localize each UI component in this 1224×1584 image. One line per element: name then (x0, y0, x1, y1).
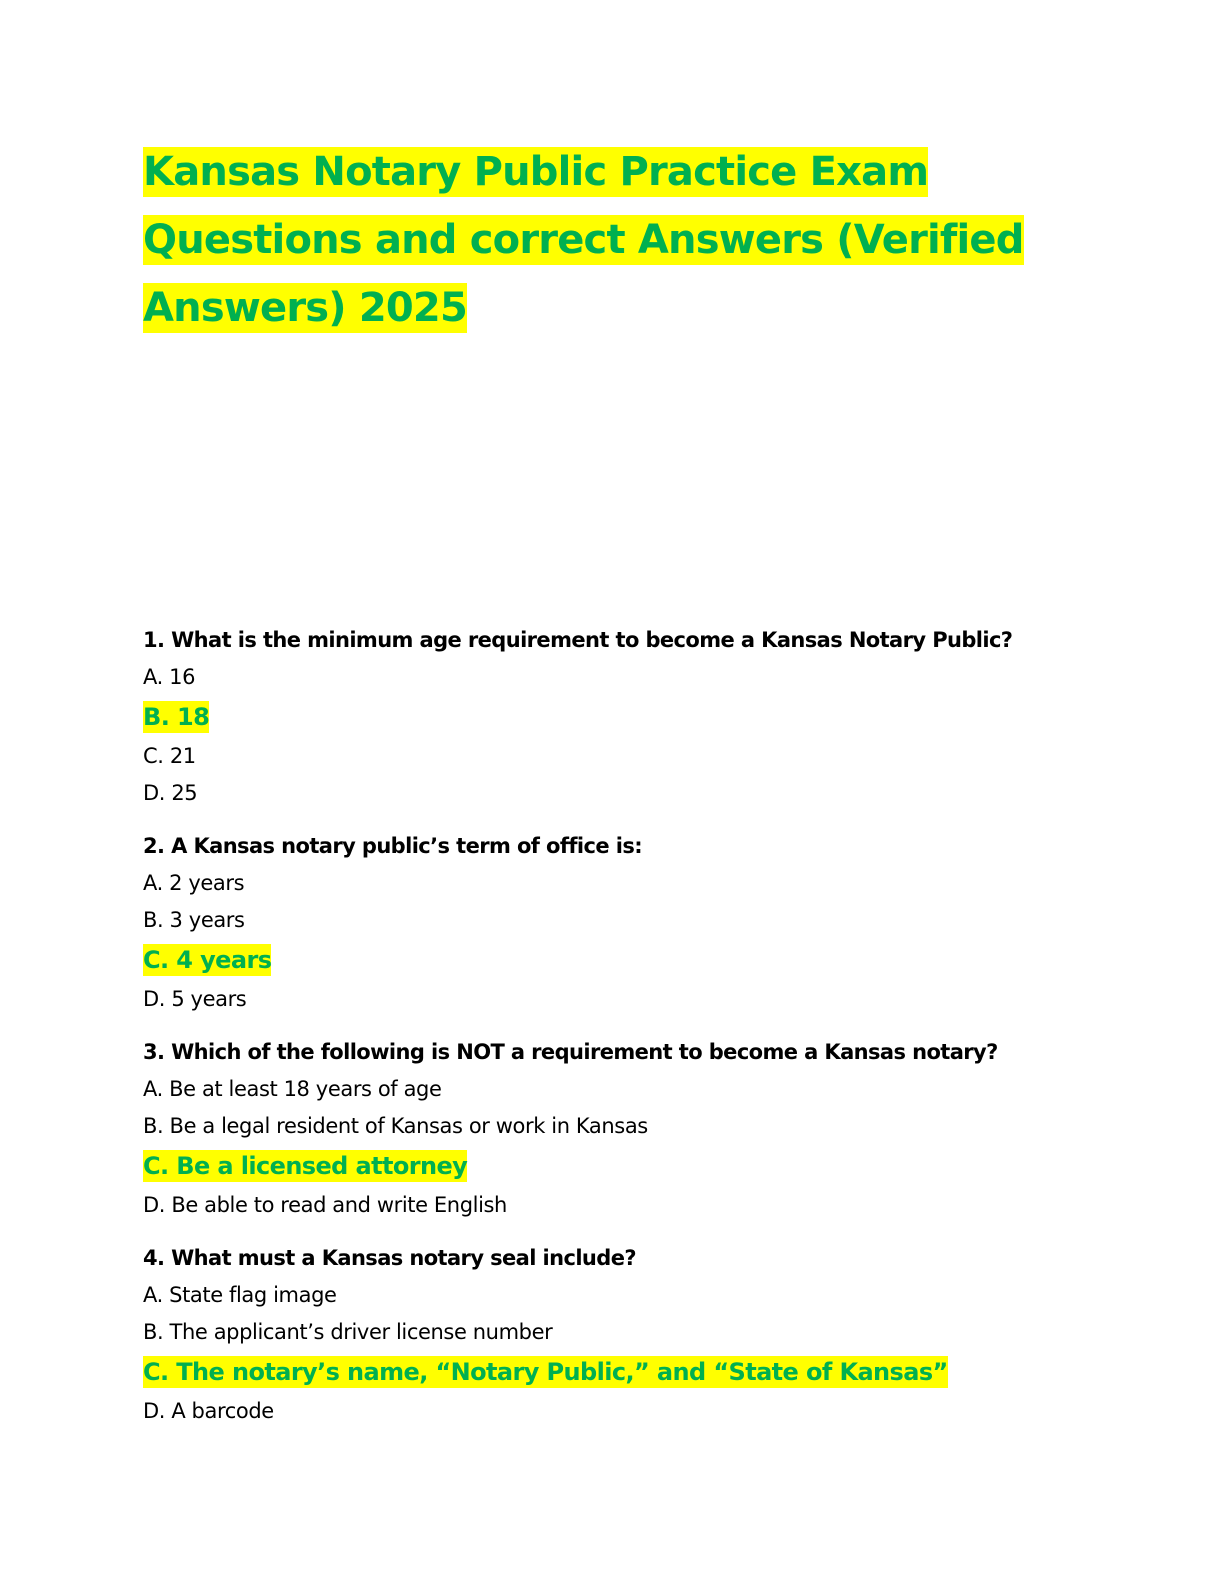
correct-answer-highlight: C. 4 years (143, 946, 272, 974)
title-line: Kansas Notary Public Practice Exam (143, 149, 929, 195)
question-item (143, 1240, 1083, 1430)
question-text: 4. What must a Kansas notary seal include? (143, 1246, 636, 1270)
answer-option: B. Be a legal resident of Kansas or work in Kansas (143, 1114, 648, 1138)
answer-option: D. Be able to read and write English (143, 1193, 507, 1217)
question-text: 2. A Kansas notary public’s term of office is: (143, 834, 643, 858)
document-title (143, 138, 1083, 342)
correct-answer-option (143, 1145, 1083, 1187)
correct-answer-highlight: B. 18 (143, 703, 210, 731)
answer-option: A. 2 years (143, 871, 245, 895)
answer-option: D. 5 years (143, 987, 247, 1011)
answer-option: A. State flag image (143, 1283, 337, 1307)
question-item (143, 622, 1083, 812)
question-text: 3. Which of the following is NOT a requirement to become a Kansas notary? (143, 1040, 998, 1064)
question-item (143, 828, 1083, 1018)
title-line: Answers) 2025 (143, 285, 467, 331)
correct-answer-option (143, 1351, 1083, 1393)
answer-option: A. 16 (143, 665, 196, 689)
correct-answer-highlight: C. The notary’s name, “Notary Public,” and “State of Kansas” (143, 1358, 948, 1386)
answer-option: A. Be at least 18 years of age (143, 1077, 442, 1101)
question-list (143, 622, 1083, 1446)
answer-option: C. 21 (143, 744, 196, 768)
document-page (143, 138, 1083, 1423)
answer-option: D. A barcode (143, 1399, 274, 1423)
answer-option: D. 25 (143, 781, 198, 805)
answer-option: B. 3 years (143, 908, 245, 932)
question-item (143, 1034, 1083, 1224)
correct-answer-option (143, 696, 1083, 738)
answer-option: B. The applicant’s driver license number (143, 1320, 553, 1344)
question-text: 1. What is the minimum age requirement to become a Kansas Notary Public? (143, 628, 1013, 652)
correct-answer-option (143, 939, 1083, 981)
correct-answer-highlight: C. Be a licensed attorney (143, 1152, 468, 1180)
title-line: Questions and correct Answers (Verified (143, 217, 1024, 263)
